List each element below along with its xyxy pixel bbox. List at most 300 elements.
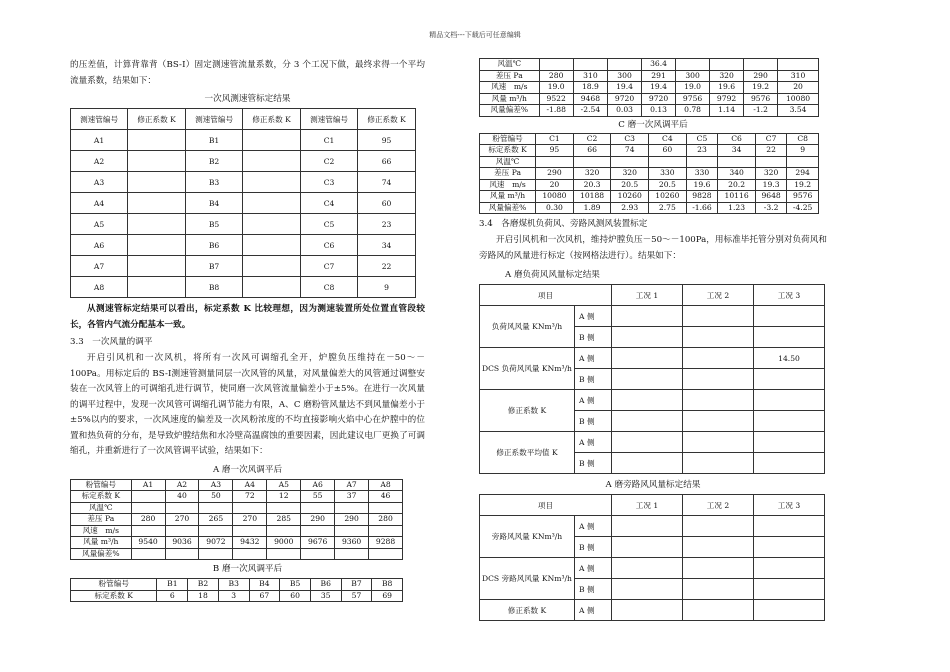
bypass-value-cell [683,579,754,600]
table-row [480,516,825,537]
probe-cell: B7 [185,256,242,277]
load-side-cell: A 侧 [575,348,612,369]
mill-c-header-cell: C2 [573,133,611,145]
table-row [480,306,825,327]
mill-b-header-cell: B3 [218,579,249,591]
mill-a-header-row [71,479,403,491]
probe-cell: B6 [185,235,242,256]
mill-b-cont-cell [539,59,573,71]
mill-a-cell: 9000 [267,537,301,549]
mill-b-cont-cell: 9468 [573,93,607,105]
mill-a-cell [301,548,335,560]
mill-b-cont-cell: 310 [778,70,819,82]
mill-c-cell: 1.23 [718,202,756,214]
mill-a-header-cell: A8 [369,479,403,491]
mill-b-cont-cell [710,59,744,71]
conclusion-paragraph: 从测速管标定结果可以看出，标定系数 K 比较理想，因为测速装置所处位置直管段较长，各管内气流分配基本一致。 [70,304,425,330]
probe-cell [128,151,186,172]
table-row [71,172,416,193]
bypass-value-cell [683,558,754,579]
probe-cell: 66 [358,151,416,172]
probe-cell [128,214,186,235]
table-row [480,105,819,117]
bypass-item-label: DCS 旁路风风量 KNm³/h [480,558,575,600]
mill-b-header-cell: B2 [188,579,219,591]
mill-a-cell: 风速 m/s [71,525,132,537]
load-value-cell: 14.50 [754,348,825,369]
mill-b-cont-cell: 300 [676,70,710,82]
mill-b-header-cell: B4 [249,579,280,591]
mill-c-cell [573,156,611,168]
mill-a-header-cell: A2 [165,479,199,491]
load-header-cell: 工况 1 [612,285,683,306]
mill-b-cont-cell: 风温℃ [480,59,540,71]
bypass-value-cell [612,558,683,579]
mill-c-cell: 20.2 [718,179,756,191]
mill-c-header-row [480,133,819,145]
bypass-side-cell: B 侧 [575,537,612,558]
load-value-cell [612,348,683,369]
mill-c-cell [611,156,649,168]
mill-c-cell [755,156,786,168]
mill-b-cell: 60 [280,590,311,602]
bypass-item-label: 旁路风风量 KNm³/h [480,516,575,558]
probe-cell [243,151,301,172]
load-item-label: 修正系数 K [480,390,575,432]
load-value-cell [754,306,825,327]
mill-b-table-continued [479,58,819,117]
mill-a-cell: 9676 [301,537,335,549]
bypass-header-cell: 工况 1 [612,495,683,516]
mill-a-cell [131,491,165,503]
table-row [480,558,825,579]
mill-c-cell: 差压 Pa [480,168,536,180]
load-side-cell: B 侧 [575,411,612,432]
table-row [480,348,825,369]
mill-b-cell: 标定系数 K [71,590,157,602]
mill-a-cell: 290 [335,514,369,526]
probe-cell [128,193,186,214]
mill-b-cont-cell [778,59,819,71]
mill-c-cell [787,156,819,168]
bypass-value-cell [754,600,825,621]
mill-b-cont-cell: 18.9 [573,82,607,94]
bypass-value-cell [683,537,754,558]
mill-c-cell: 320 [755,168,786,180]
load-value-cell [683,369,754,390]
probe-cell: B4 [185,193,242,214]
probe-cell: A2 [71,151,128,172]
probe-cell: C5 [300,214,357,235]
table-row [71,525,403,537]
mill-c-cell: 0.30 [536,202,574,214]
mill-b-cont-cell: 9576 [744,93,778,105]
bypass-value-cell [612,579,683,600]
probe-cell: C8 [300,277,357,298]
mill-c-header-cell: C1 [536,133,574,145]
mill-c-cell: 320 [573,168,611,180]
bypass-air-table-title: A 磨旁路风风量标定结果 [605,480,701,490]
probe-cell: 34 [358,235,416,256]
mill-c-cell: 290 [536,168,574,180]
mill-b-cont-cell: 290 [744,70,778,82]
probe-cell [128,277,186,298]
mill-c-cell: 9576 [787,191,819,203]
section-3-4-body: 开启引风机和一次风机，维持炉膛负压－50～－100Pa，用标准毕托管分别对负荷风和旁路风的风量进行标定（按网格法进行）。结果如下： [479,235,827,261]
mill-c-cell: 74 [611,145,649,157]
bypass-value-cell [683,600,754,621]
mill-b-cell: 67 [249,590,280,602]
mill-c-cell: 9 [787,145,819,157]
mill-b-cont-cell: 320 [710,70,744,82]
mill-b-cont-cell: -1.2 [744,105,778,117]
probe-header-cell: 修正系数 K [243,109,301,130]
table-row [71,514,403,526]
mill-c-header-cell: C3 [611,133,649,145]
mill-a-cell: 265 [199,514,233,526]
table-row [480,202,819,214]
mill-a-header-cell: A3 [199,479,233,491]
mill-a-cell: 50 [199,491,233,503]
mill-c-table [479,133,819,215]
bypass-value-cell [612,537,683,558]
mill-c-header-cell: C5 [686,133,718,145]
load-value-cell [683,306,754,327]
load-item-label: 负荷风风量 KNm³/h [480,306,575,348]
probe-cell: C3 [300,172,357,193]
mill-a-cell: 9360 [335,537,369,549]
probe-cell: 60 [358,193,416,214]
mill-c-cell: 60 [649,145,687,157]
load-side-cell: A 侧 [575,432,612,453]
page-header: 精品文档---下载后可任意编辑 [429,31,521,39]
load-value-cell [683,453,754,474]
probe-cell: A5 [71,214,128,235]
probe-cell [243,277,301,298]
probe-cell: A1 [71,130,128,151]
mill-b-cont-cell: 9792 [710,93,744,105]
mill-c-cell: 标定系数 K [480,145,536,157]
mill-b-cell: 6 [157,590,188,602]
mill-c-cell: -1.66 [686,202,718,214]
table-row [480,70,819,82]
mill-c-cell: 20.3 [573,179,611,191]
load-header-cell: 项目 [480,285,612,306]
bypass-value-cell [612,516,683,537]
table-row [71,235,416,256]
bypass-value-cell [754,537,825,558]
bypass-header-cell: 项目 [480,495,612,516]
bypass-air-table [479,494,825,621]
table-row [71,548,403,560]
bypass-item-label: 修正系数 K [480,600,575,621]
table-row [480,600,825,621]
probe-cell: 23 [358,214,416,235]
mill-b-cont-cell: 风量 m³/h [480,93,540,105]
mill-b-cont-cell [676,59,710,71]
load-item-label: DCS 负荷风风量 KNm³/h [480,348,575,390]
mill-a-cell: 12 [267,491,301,503]
mill-a-cell: 9540 [131,537,165,549]
mill-b-cont-cell: 0.03 [608,105,642,117]
mill-b-cont-cell: 19.4 [642,82,676,94]
mill-b-cont-cell: 291 [642,70,676,82]
probe-header-cell: 修正系数 K [128,109,186,130]
mill-b-cont-cell: 36.4 [642,59,676,71]
mill-a-table-title: A 磨一次风调平后 [212,464,283,475]
mill-c-cell: 20 [536,179,574,191]
table-row [71,130,416,151]
mill-c-cell: 320 [611,168,649,180]
mill-b-cell: 3 [218,590,249,602]
left-column [70,58,425,602]
load-value-cell [683,432,754,453]
load-side-cell: B 侧 [575,327,612,348]
mill-a-header-cell: 粉管编号 [71,479,132,491]
load-value-cell [612,306,683,327]
mill-a-cell [369,548,403,560]
load-value-cell [612,453,683,474]
mill-a-cell [369,525,403,537]
mill-b-cont-cell: 9756 [676,93,710,105]
table-row [71,502,403,514]
mill-a-cell: 风量 m³/h [71,537,132,549]
table-row [480,93,819,105]
mill-c-cell: 34 [718,145,756,157]
mill-a-cell [335,502,369,514]
mill-a-cell [199,548,233,560]
mill-b-cont-cell: 310 [573,70,607,82]
probe-cell [243,214,301,235]
mill-a-header-cell: A5 [267,479,301,491]
mill-c-header-cell: C7 [755,133,786,145]
mill-b-cont-cell: 300 [608,70,642,82]
mill-b-header-cell: 粉管编号 [71,579,157,591]
mill-a-cell: 37 [335,491,369,503]
probe-cell: C7 [300,256,357,277]
probe-cell: 74 [358,172,416,193]
load-value-cell [754,432,825,453]
load-air-table-title: A 磨负荷风风量标定结果 [505,270,600,280]
mill-c-cell: 10188 [573,191,611,203]
mill-a-cell: 290 [301,514,335,526]
mill-a-header-cell: A4 [233,479,267,491]
mill-b-cont-cell: 3.54 [778,105,819,117]
mill-c-cell: 10260 [611,191,649,203]
load-value-cell [754,327,825,348]
mill-b-cont-cell [573,59,607,71]
mill-a-cell: 风量偏差% [71,548,132,560]
mill-c-table-title: C 磨一次风调平后 [618,119,688,130]
probe-calibration-table [70,108,416,298]
mill-a-cell [335,525,369,537]
mill-b-cont-cell: 19.6 [710,82,744,94]
mill-b-cont-cell: 19.0 [539,82,573,94]
probe-cell: C1 [300,130,357,151]
mill-a-cell [131,548,165,560]
table-row [480,168,819,180]
mill-a-header-cell: A1 [131,479,165,491]
probe-cell: B2 [185,151,242,172]
table-row [480,179,819,191]
mill-b-cont-cell [744,59,778,71]
right-column [479,58,827,621]
probe-cell [243,130,301,151]
mill-c-cell: 2.93 [611,202,649,214]
mill-a-cell: 285 [267,514,301,526]
mill-a-header-cell: A7 [335,479,369,491]
probe-header-cell: 修正系数 K [358,109,416,130]
mill-b-cell: 69 [372,590,403,602]
mill-a-cell: 280 [369,514,403,526]
mill-a-cell: 9432 [233,537,267,549]
probe-cell: C4 [300,193,357,214]
mill-c-cell: 风量 m³/h [480,191,536,203]
mill-b-cont-cell: -2.54 [573,105,607,117]
mill-a-cell: 风温℃ [71,502,132,514]
mill-b-cont-cell: 19.2 [744,82,778,94]
mill-c-cell [649,156,687,168]
mill-c-cell: 2.75 [649,202,687,214]
mill-c-cell: 风量偏差% [480,202,536,214]
mill-c-header-cell: C8 [787,133,819,145]
mill-a-cell [267,548,301,560]
mill-b-cont-cell: 9720 [608,93,642,105]
mill-b-cont-cell: 19.4 [608,82,642,94]
mill-a-cell [165,525,199,537]
mill-b-cont-cell: 280 [539,70,573,82]
load-air-table [479,284,825,474]
probe-cell [243,235,301,256]
mill-b-cont-cell: 9720 [642,93,676,105]
mill-b-cont-cell: 10080 [778,93,819,105]
mill-b-cont-cell: 0.78 [676,105,710,117]
mill-c-cell: 330 [686,168,718,180]
load-header-row [480,285,825,306]
mill-c-cell: 20.5 [611,179,649,191]
mill-a-cell: 270 [165,514,199,526]
mill-b-cell: 57 [341,590,372,602]
section-3-3-body: 开启引风机和一次风机，将所有一次风可调缩孔全开，炉膛负压维持在－50～－100Pa。用标定后的 BS-Ⅰ测速管测量同层一次风管的风量，对风量偏差大的风管通过调整安装在一次风管上的可调缩孔进行调节，使同磨一次风管流量偏差小于±5%。在进行一次风量的调平过程中，发现一次风管可调缩孔调节能力有限，A、C 磨粉管风量达不到风量偏差小于±5%以内的要求，一次风速度的偏差及一次风粉浓度的不均直接影响火焰中心在炉膛中的位置和热负荷的分布，是导致炉膛结焦和水冷壁高温腐蚀的重要因素，因此建议电厂更换了可调缩孔，并重新进行了一次风管调平试验，结果如下： [70,353,425,456]
bypass-value-cell [683,516,754,537]
table-row [480,156,819,168]
mill-c-header-cell: C6 [718,133,756,145]
load-side-cell: A 侧 [575,390,612,411]
mill-c-cell: 294 [787,168,819,180]
mill-b-cell: 35 [310,590,341,602]
mill-a-cell: 9036 [165,537,199,549]
mill-b-header-cell: B1 [157,579,188,591]
load-value-cell [612,411,683,432]
load-value-cell [612,390,683,411]
mill-a-cell [131,502,165,514]
section-3-4-heading: 3.4 各磨煤机负荷风、旁路风测风装置标定 [479,219,648,229]
mill-a-cell [131,525,165,537]
mill-b-header-cell: B8 [372,579,403,591]
bypass-side-cell: A 侧 [575,600,612,621]
table-row [480,145,819,157]
table-row [480,390,825,411]
mill-c-cell: 19.3 [755,179,786,191]
load-value-cell [754,411,825,432]
load-value-cell [683,348,754,369]
table-row [71,193,416,214]
table-row [71,491,403,503]
probe-cell: C2 [300,151,357,172]
mill-b-cont-cell: 风量偏差% [480,105,540,117]
mill-c-cell: 10116 [718,191,756,203]
mill-b-cont-cell: 风速 m/s [480,82,540,94]
mill-a-cell: 280 [131,514,165,526]
mill-a-cell: 差压 Pa [71,514,132,526]
load-header-cell: 工况 2 [683,285,754,306]
mill-c-cell: 19.2 [787,179,819,191]
bypass-header-cell: 工况 3 [754,495,825,516]
probe-cell: B3 [185,172,242,193]
section-3-3-heading: 3.3 一次风量的调平 [70,337,153,347]
load-side-cell: B 侧 [575,453,612,474]
probe-cell [128,256,186,277]
bypass-header-row [480,495,825,516]
mill-c-cell: 1.89 [573,202,611,214]
table-row [71,256,416,277]
mill-b-table-title: B 磨一次风调平后 [212,564,283,574]
table-row [71,590,403,602]
mill-c-cell: 330 [649,168,687,180]
mill-a-cell [165,502,199,514]
mill-c-cell: -4.25 [787,202,819,214]
mill-a-cell [233,502,267,514]
bypass-value-cell [754,516,825,537]
probe-cell: 22 [358,256,416,277]
table1-title: 一次风测速管标定结果 [204,94,291,104]
mill-c-cell: 风温℃ [480,156,536,168]
mill-a-cell: 9288 [369,537,403,549]
mill-a-header-cell: A6 [301,479,335,491]
load-value-cell [612,327,683,348]
load-value-cell [683,411,754,432]
mill-b-cont-cell [608,59,642,71]
mill-c-cell: 23 [686,145,718,157]
mill-a-cell [301,525,335,537]
probe-cell [243,172,301,193]
probe-header-cell: 测速管编号 [71,109,128,130]
mill-a-cell: 270 [233,514,267,526]
probe-cell: 9 [358,277,416,298]
mill-b-header-cell: B5 [280,579,311,591]
mill-c-cell: -3.2 [755,202,786,214]
mill-a-cell [233,548,267,560]
probe-cell: A3 [71,172,128,193]
mill-a-table [70,479,403,561]
mill-a-cell: 46 [369,491,403,503]
mill-a-cell [267,502,301,514]
load-value-cell [754,390,825,411]
mill-c-cell: 95 [536,145,574,157]
table-row [480,432,825,453]
mill-b-header-cell: B6 [310,579,341,591]
mill-b-cont-cell: -1.88 [539,105,573,117]
mill-c-cell: 9648 [755,191,786,203]
bypass-value-cell [612,600,683,621]
mill-a-cell [233,525,267,537]
table-row [71,277,416,298]
probe-cell [128,130,186,151]
load-value-cell [754,369,825,390]
load-value-cell [754,453,825,474]
mill-a-cell [199,502,233,514]
load-value-cell [612,369,683,390]
